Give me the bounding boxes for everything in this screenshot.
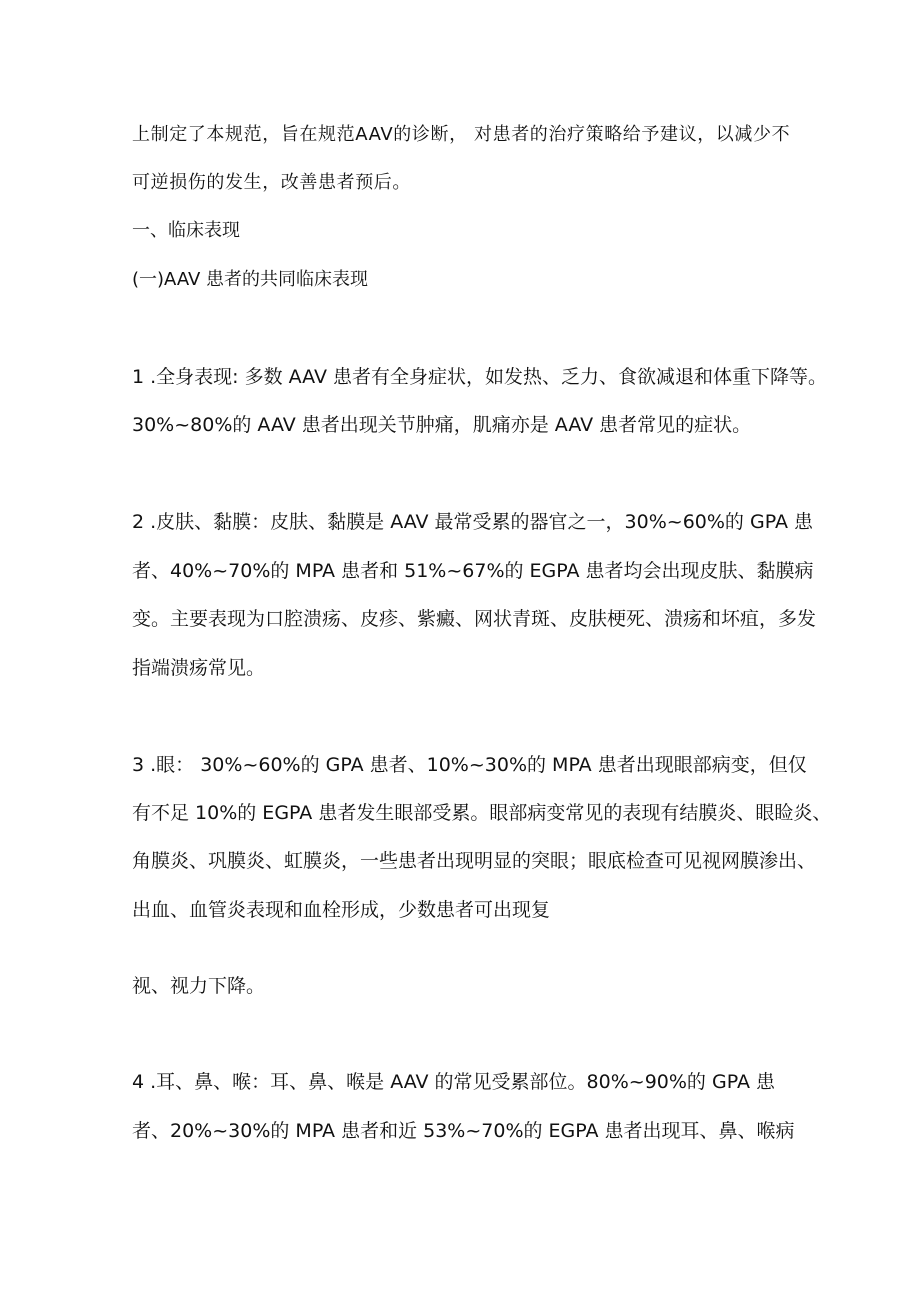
paragraph-4-line-1: 4 .耳、鼻、喉：耳、鼻、喉是 AAV 的常见受累部位。80%~90%的 GPA 患 [132,1071,775,1093]
paragraph-3-line-2: 有不足 10%的 EGPA 患者发生眼部受累。眼部病变常见的表现有结膜炎、眼睑炎、 [132,802,832,824]
subsection-heading: (一)AAV 患者的共同临床表现 [132,269,369,290]
paragraph-4-line-2: 者、20%~30%的 MPA 患者和近 53%~70%的 EGPA 患者出现耳、鼻、喉病 [132,1120,795,1142]
paragraph-3-line-3: 角膜炎、巩膜炎、虹膜炎，一些患者出现明显的突眼；眼底检查可见视网膜渗出、 [132,850,817,872]
paragraph-3-line-5: 视、视力下降。 [132,975,266,997]
paragraph-1-line-1: 1 .全身表现: 多数 AAV 患者有全身症状，如发热、乏力、食欲减退和体重下降等。 [132,366,827,388]
paragraph-2-line-2: 者、40%~70%的 MPA 患者和 51%~67%的 EGPA 患者均会出现皮肤、黏膜病 [132,560,814,582]
paragraph-3-line-4: 出血、血管炎表现和血栓形成，少数患者可出现复 [132,899,551,921]
paragraph-3-line-1: 3 .眼： 30%~60%的 GPA 患者、10%~30%的 MPA 患者出现眼部病变，但仅 [132,754,807,776]
paragraph-2-line-4: 指端溃疡常见。 [132,657,266,679]
section-heading: 一、临床表现 [132,220,240,241]
paragraph-2-line-1: 2 .皮肤、黏膜：皮肤、黏膜是 AAV 最常受累的器官之一，30%~60%的 GPA 患 [132,511,813,533]
intro-line-1: 上制定了本规范，旨在规范AAV的诊断， 对患者的治疗策略给予建议，以减少不 [132,124,791,145]
intro-line-2: 可逆损伤的发生，改善患者预后。 [132,172,411,193]
paragraph-1-line-2: 30%~80%的 AAV 患者出现关节肿痛，肌痛亦是 AAV 患者常见的症状。 [132,414,752,436]
paragraph-2-line-3: 变。主要表现为口腔溃疡、皮疹、紫癜、网状青斑、皮肤梗死、溃疡和坏疽，多发 [132,608,817,630]
